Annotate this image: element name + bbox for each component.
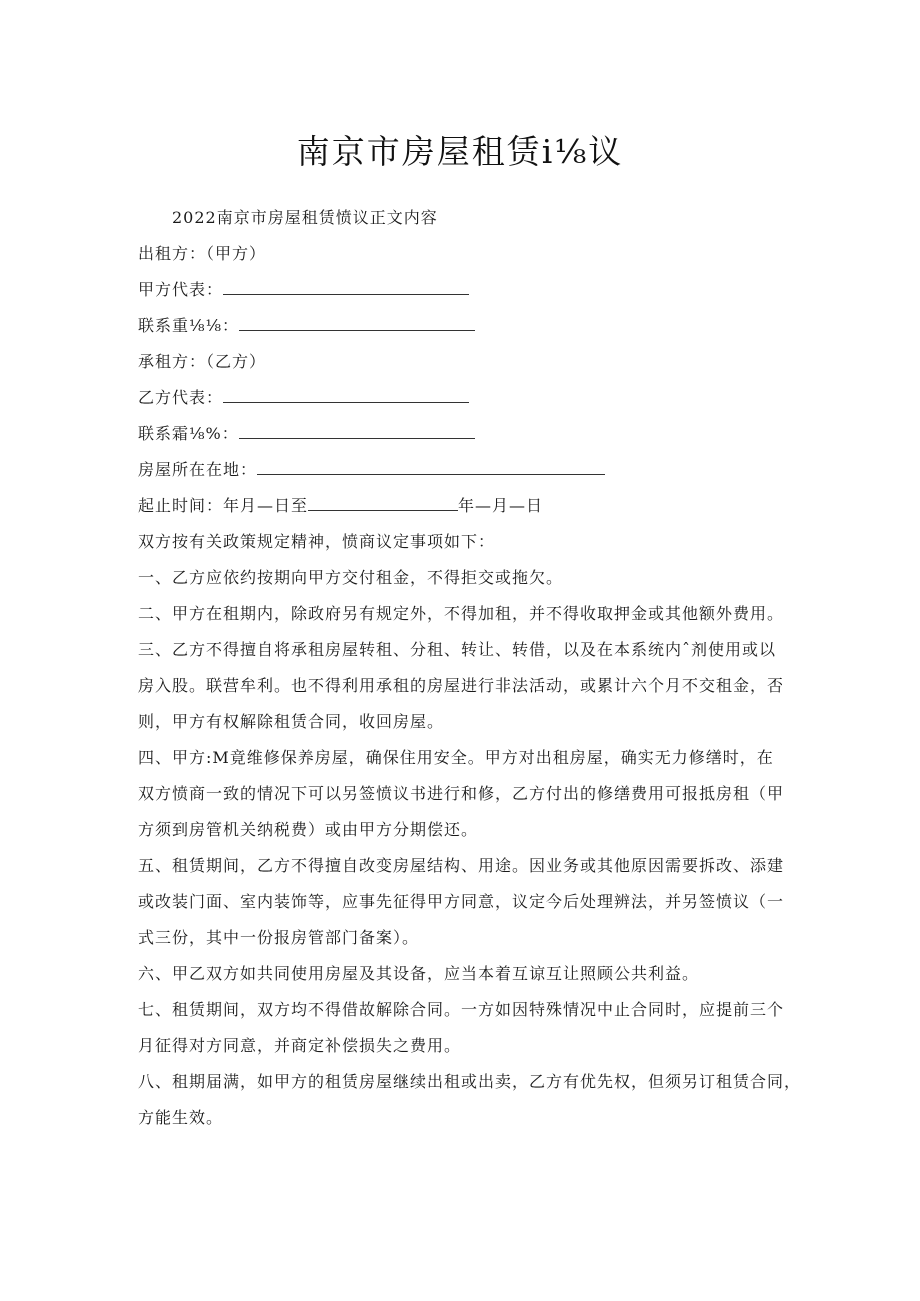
- period-blank[interactable]: [308, 495, 458, 511]
- period-start-label: 起止时间：年月—日至: [138, 496, 309, 515]
- lessee-line: 承租方：（乙方）: [138, 352, 267, 371]
- lessee-rep-label: 乙方代表：: [138, 388, 224, 407]
- period-end-label: 年—月—日: [458, 496, 544, 515]
- clause-line: 或改装门面、室内装饰等，应事先征得甲方同意，议定今后处理辨法，并另签愤议（一: [138, 892, 785, 911]
- lessee-tel-blank[interactable]: [239, 423, 475, 439]
- lessee-tel-label: 联系霜⅛%：: [138, 424, 239, 443]
- clause-line: 方须到房管机关纳税费）或由甲方分期偿还。: [138, 820, 479, 839]
- lessor-tel-line: [138, 315, 475, 337]
- lessor-rep-label: 甲方代表：: [138, 280, 224, 299]
- lessee-tel-line: [138, 423, 475, 445]
- clause-line: 七、租赁期间，双方均不得借故解除合同。一方如因特殊情况中止合同时，应提前三个: [138, 1000, 785, 1019]
- clause-line: 方能生效。: [138, 1108, 224, 1127]
- clause-line: 一、乙方应依约按期向甲方交付租金，不得拒交或拖欠。: [138, 568, 564, 587]
- document-title: 南京市房屋租赁i⅛议: [296, 132, 624, 171]
- clause-line: 八、租期届满，如甲方的租赁房屋继续出租或出卖，乙方有优先权，但须另订租赁合同，: [138, 1072, 802, 1091]
- clause-line: 五、租赁期间，乙方不得擅自改变房屋结构、用途。因业务或其他原因需要拆改、添建: [138, 856, 785, 875]
- lessor-rep-line: [138, 279, 469, 301]
- clause-line: 房入股。联营牟利。也不得利用承租的房屋进行非法活动，或累计六个月不交租金，否: [138, 676, 785, 695]
- lessor-tel-blank[interactable]: [239, 315, 475, 331]
- address-line: [138, 459, 605, 481]
- address-blank[interactable]: [257, 459, 605, 475]
- intro-line: 双方按有关政策规定精神，愤商议定事项如下：: [138, 532, 496, 551]
- lessee-rep-blank[interactable]: [223, 387, 469, 403]
- lessor-line: 出租方：（甲方）: [138, 244, 267, 263]
- clause-line: 四、甲方:M竟维修保养房屋，确保住用安全。甲方对出租房屋，确实无力修缮时，在: [138, 748, 774, 767]
- lessor-rep-blank[interactable]: [223, 279, 469, 295]
- clause-line: 双方愤商一致的情况下可以另签愤议书进行和修，乙方付出的修缮费用可报抵房租（甲: [138, 784, 785, 803]
- lessor-tel-label: 联系重⅛⅛：: [138, 316, 240, 335]
- clause-line: 三、乙方不得擅自将承租房屋转租、分租、转让、转借，以及在本系统内ˆ剂使用或以: [138, 640, 777, 659]
- document-subtitle: 2022南京市房屋租赁愤议正文内容: [172, 208, 438, 227]
- period-line: [138, 495, 543, 517]
- clause-line: 六、甲乙双方如共同使用房屋及其设备，应当本着互谅互让照顾公共利益。: [138, 964, 700, 983]
- clause-line: 式三份，其中一份报房管部门备案）。: [138, 928, 420, 947]
- clause-line: 二、甲方在租期内，除政府另有规定外，不得加租，并不得收取押金或其他额外费用。: [138, 604, 785, 623]
- clause-line: 月征得对方同意，并商定补偿损失之费用。: [138, 1036, 462, 1055]
- address-label: 房屋所在在地：: [138, 460, 258, 479]
- clause-line: 则，甲方有权解除租赁合同，收回房屋。: [138, 712, 445, 731]
- lessee-rep-line: [138, 387, 469, 409]
